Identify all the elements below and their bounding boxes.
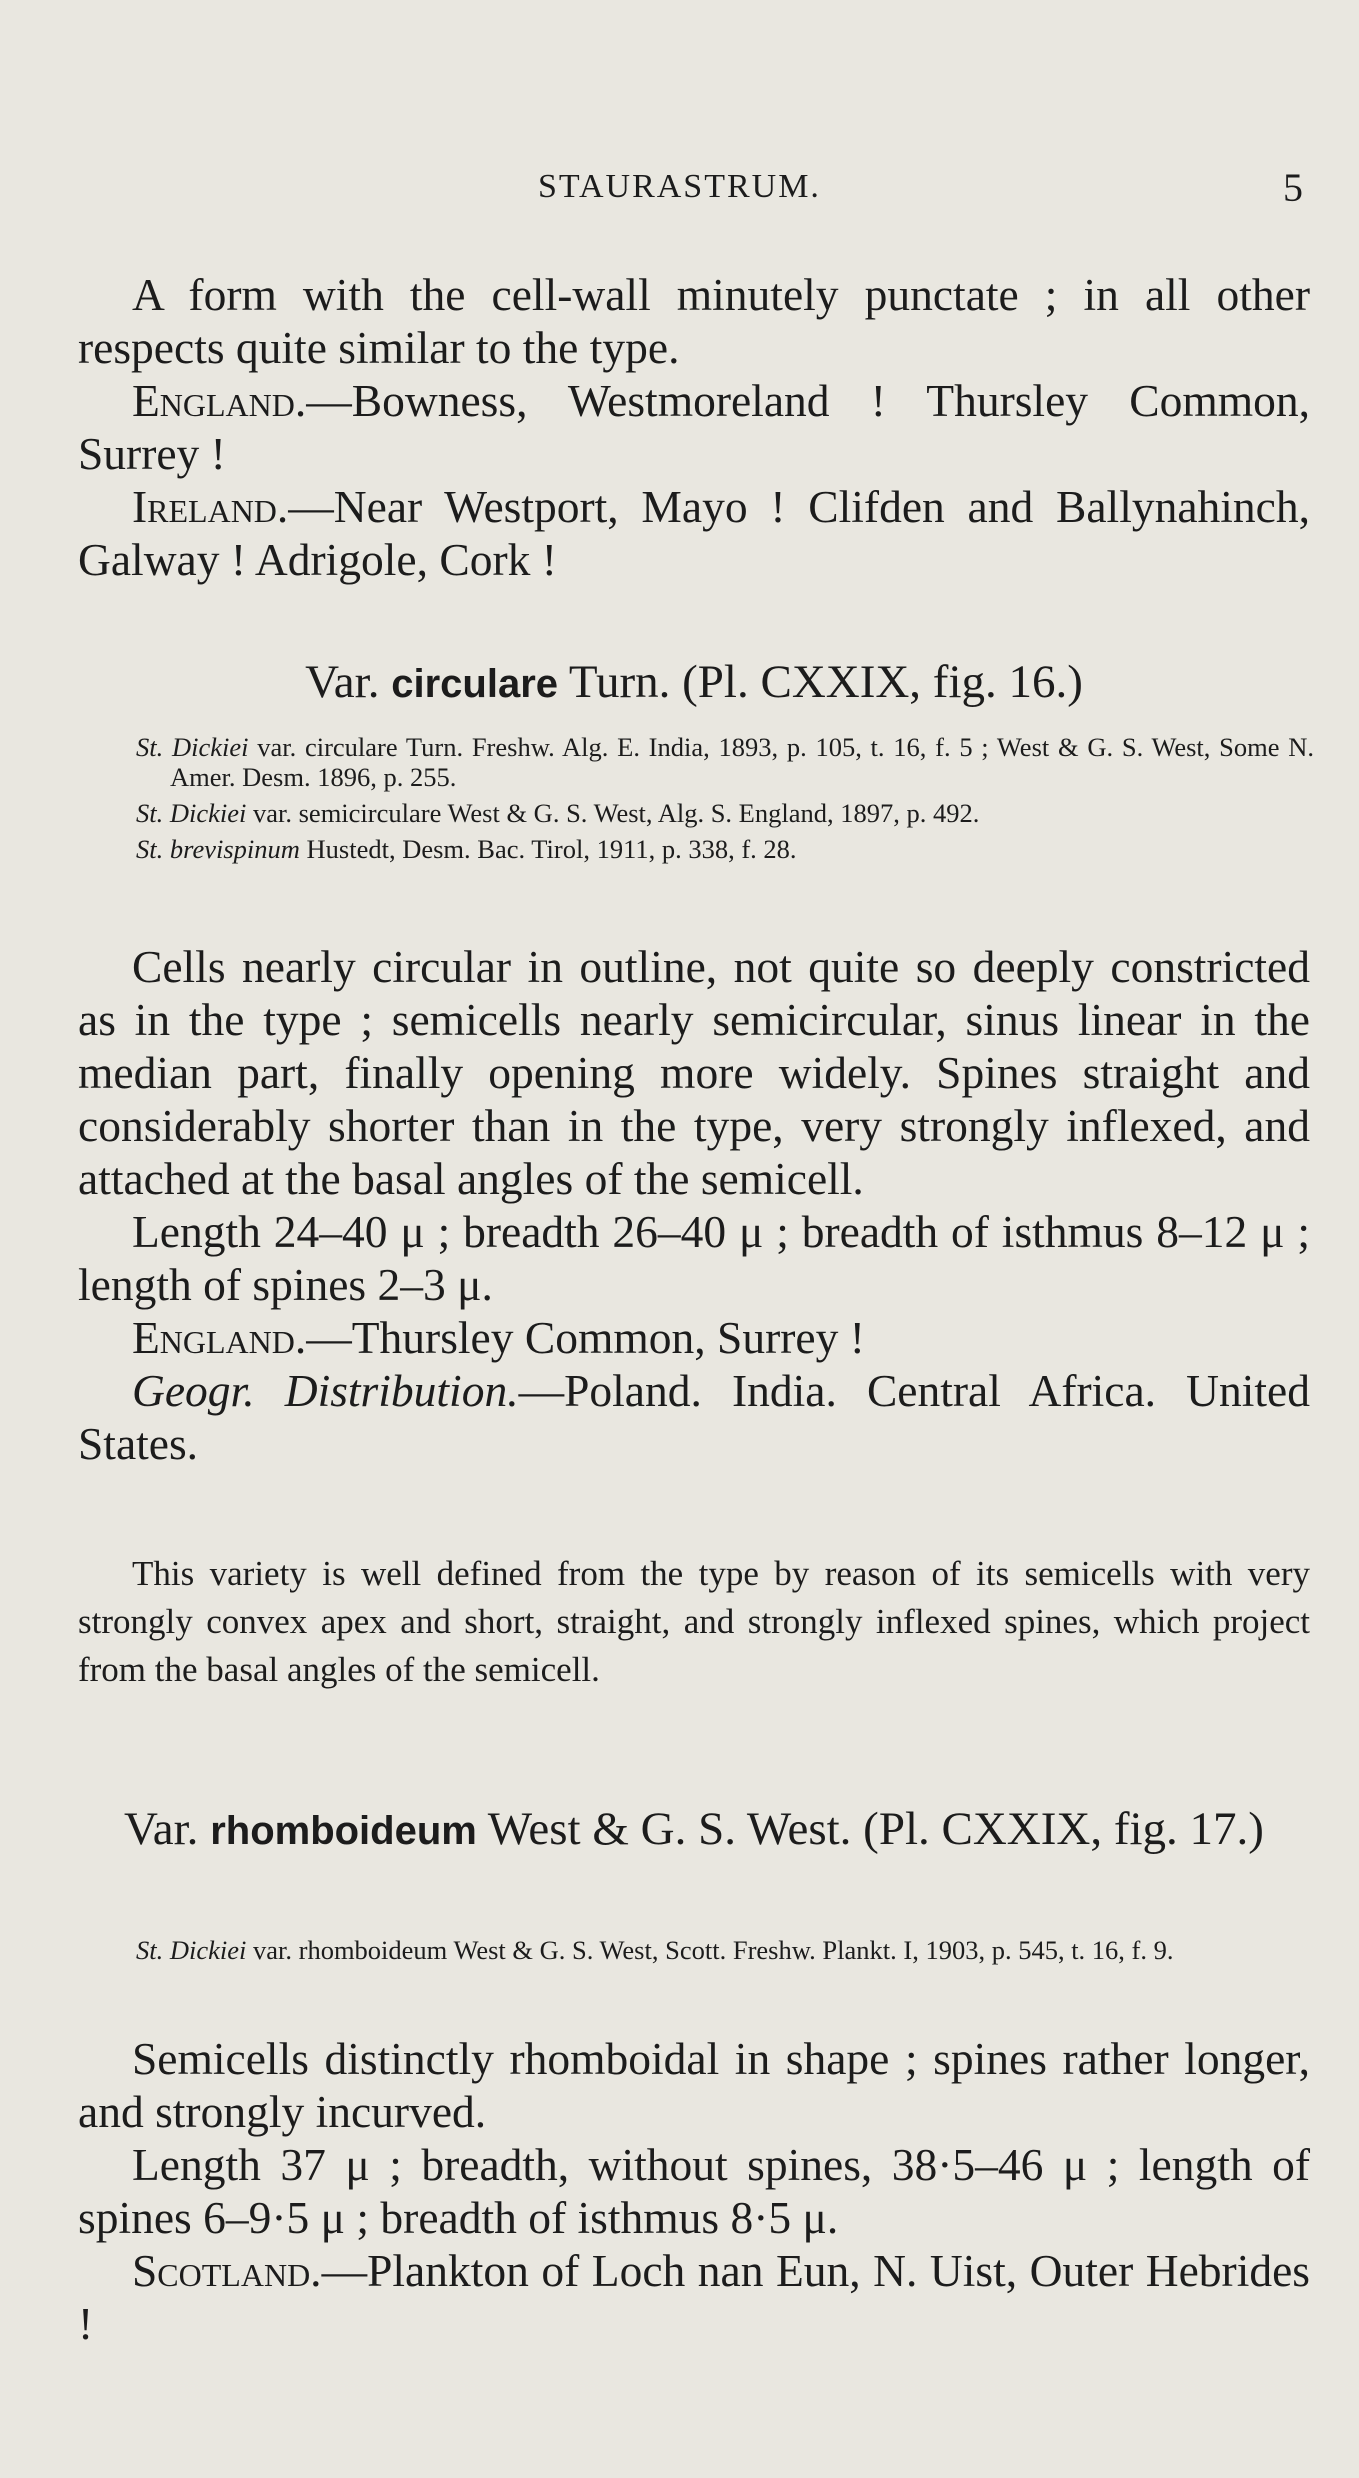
intro-block bbox=[78, 268, 1310, 586]
region-label: Ireland. bbox=[132, 481, 289, 532]
distribution-england bbox=[78, 374, 1310, 480]
variety-prefix: Var. bbox=[305, 656, 380, 708]
synonym-entry bbox=[136, 1935, 1314, 1965]
variety-authority: West & G. S. West. (Pl. CXXIX, fig. 17.) bbox=[487, 1803, 1264, 1855]
region-label: Scotland. bbox=[132, 2245, 322, 2296]
synonym-entry bbox=[136, 732, 1314, 792]
synonym-text: Hustedt, Desm. Bac. Tirol, 1911, p. 338, f. 28. bbox=[306, 834, 797, 864]
synonymy-rhomboideum bbox=[136, 1935, 1314, 1971]
synonym-genus: St. brevispinum bbox=[136, 834, 300, 864]
synonym-text: var. rhomboideum West & G. S. West, Scott. Freshw. Plankt. I, 1903, p. 545, t. 16, f. 9. bbox=[253, 1935, 1174, 1965]
variety-authority: Turn. (Pl. CXXIX, fig. 16.) bbox=[568, 656, 1083, 708]
distribution-countries: —Poland. India. Central Africa. United States. bbox=[78, 1365, 1311, 1469]
description-paragraph: Cells nearly circular in outline, not quite so deeply constricted as in the type ; semicells nearly semicircular, sinus linear in the median part, finally opening more widely. Spines straight and considerably shorter than in the type, very strongly inflexed, and attached at the basal angles of the semicell. bbox=[78, 941, 1310, 1204]
synonym-genus: St. Dickiei bbox=[136, 732, 249, 762]
page-number: 5 bbox=[1283, 165, 1305, 210]
synonym-entry bbox=[136, 834, 1314, 864]
distribution-label: Geogr. Distribution. bbox=[132, 1365, 519, 1416]
region-localities: —Plankton of Loch nan Eun, N. Uist, Outer Hebrides ! bbox=[78, 2245, 1310, 2349]
synonym-genus: St. Dickiei bbox=[136, 798, 247, 828]
variety-name: circulare bbox=[391, 662, 559, 706]
synonym-genus: St. Dickiei bbox=[136, 1935, 247, 1965]
distribution-england bbox=[78, 1311, 1310, 1364]
running-head-title: STAURASTRUM. bbox=[538, 168, 821, 205]
note-circulare bbox=[78, 1550, 1310, 1694]
variety-heading-rhomboideum bbox=[78, 1802, 1310, 1859]
synonymy-circulare bbox=[136, 732, 1314, 870]
note-paragraph: This variety is well defined from the type by reason of its semicells with very strongly convex apex and short, straight, and strongly inflexed spines, which project from the basal angles of the semicell. bbox=[78, 1554, 1310, 1689]
measurements-paragraph: Length 37 μ ; breadth, without spines, 38·5–46 μ ; length of spines 6–9·5 μ ; breadth of isthmus 8·5 μ. bbox=[78, 2139, 1310, 2243]
variety-name: rhomboideum bbox=[210, 1809, 477, 1853]
distribution-scotland bbox=[78, 2244, 1310, 2350]
region-localities: —Near Westport, Mayo ! Clifden and Ballynahinch, Galway ! Adrigole, Cork ! bbox=[78, 481, 1310, 585]
synonym-entry bbox=[136, 798, 1314, 828]
region-localities: —Thursley Common, Surrey ! bbox=[306, 1312, 865, 1363]
description-rhomboideum bbox=[78, 2032, 1310, 2350]
region-label: England. bbox=[132, 1312, 307, 1363]
synonym-text: var. semicirculare West & G. S. West, Alg. S. England, 1897, p. 492. bbox=[253, 798, 980, 828]
measurements-paragraph: Length 24–40 μ ; breadth 26–40 μ ; breadth of isthmus 8–12 μ ; length of spines 2–3 μ. bbox=[78, 1206, 1310, 1310]
region-label: England. bbox=[132, 375, 307, 426]
distribution-ireland bbox=[78, 480, 1310, 586]
geographic-distribution bbox=[78, 1364, 1310, 1470]
region-localities: —Bowness, Westmoreland ! Thursley Common, Surrey ! bbox=[78, 375, 1310, 479]
variety-prefix: Var. bbox=[124, 1803, 199, 1855]
intro-paragraph: A form with the cell-wall minutely punctate ; in all other respects quite similar to the type. bbox=[78, 269, 1310, 373]
description-circulare bbox=[78, 940, 1310, 1470]
synonym-text: var. circulare Turn. Freshw. Alg. E. India, 1893, p. 105, t. 16, f. 5 ; West & G. S. West, Some N. Amer. Desm. 1896, p. 255. bbox=[170, 732, 1314, 792]
description-paragraph: Semicells distinctly rhomboidal in shape ; spines rather longer, and strongly incurved. bbox=[78, 2033, 1310, 2137]
variety-heading-circulare bbox=[78, 655, 1310, 712]
